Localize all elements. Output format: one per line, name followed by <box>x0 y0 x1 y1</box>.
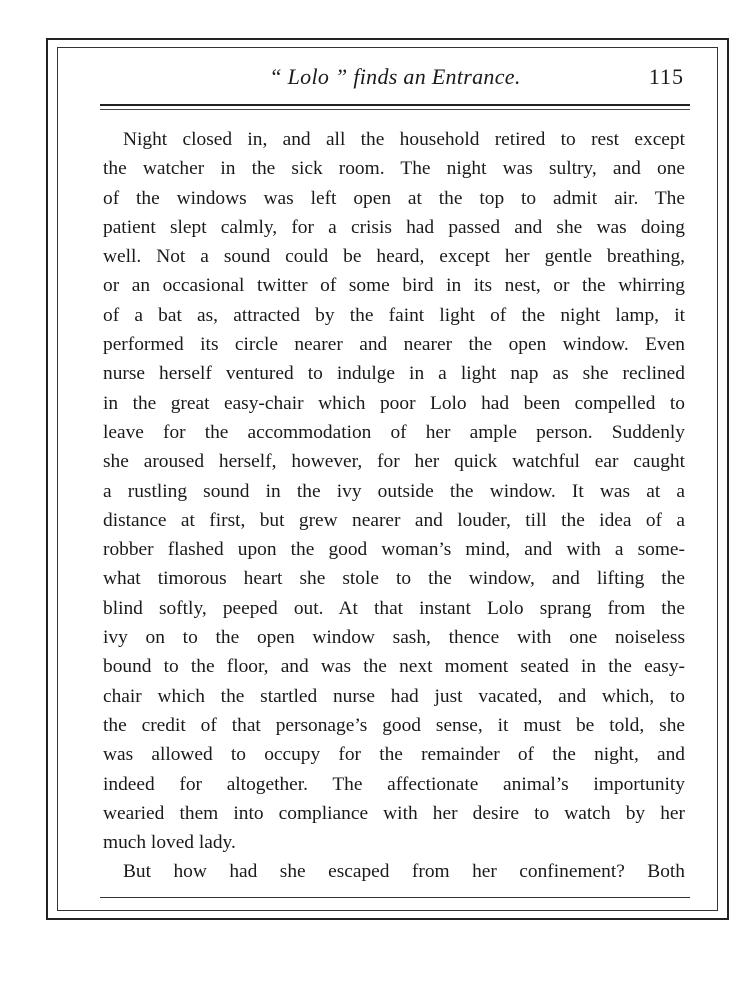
text-line: in the great easy-chair which poor Lolo had been compelled to <box>103 392 685 414</box>
text-line: she aroused herself, however, for her quick watchful ear caught <box>103 451 685 473</box>
text-line: the watcher in the sick room. The night was sultry, and one <box>103 158 685 180</box>
text-line: patient slept calmly, for a crisis had passed and she was doing <box>103 216 685 238</box>
text-line: the credit of that personage’s good sense, it must be told, she <box>103 714 685 736</box>
footer-rule <box>100 897 690 898</box>
running-title: “ Lolo ” finds an Entrance. <box>269 64 521 89</box>
text-line: much loved lady. <box>103 832 236 854</box>
body-text <box>103 125 685 887</box>
text-line: But how had she escaped from her confinement? Both <box>123 861 685 883</box>
text-line: ivy on to the open window sash, thence with one noiseless <box>103 627 685 649</box>
text-line: leave for the accommodation of her ample person. Suddenly <box>103 421 685 443</box>
text-line: distance at first, but grew nearer and louder, till the idea of a <box>103 509 685 531</box>
text-line: a rustling sound in the ivy outside the window. It was at a <box>103 480 685 502</box>
header-rule-thin <box>100 109 690 110</box>
text-line: robber flashed upon the good woman’s mind, and with a some- <box>103 539 685 561</box>
page-number: 115 <box>648 64 684 89</box>
text-line: Night closed in, and all the household retired to rest except <box>123 129 685 150</box>
text-line: bound to the floor, and was the next moment seated in the easy- <box>103 656 685 678</box>
text-line: of a bat as, attracted by the faint light of the night lamp, it <box>103 304 685 326</box>
text-line: of the windows was left open at the top to admit air. The <box>103 187 685 209</box>
text-line: wearied them into compliance with her desire to watch by her <box>103 802 685 824</box>
page-header <box>100 60 690 96</box>
text-line: was allowed to occupy for the remainder of the night, and <box>103 744 685 766</box>
text-line: indeed for altogether. The affectionate animal’s importunity <box>103 773 685 795</box>
text-line: or an occasional twitter of some bird in its nest, or the whirring <box>103 275 685 297</box>
text-line: well. Not a sound could be heard, except her gentle breathing, <box>103 246 685 268</box>
text-line: nurse herself ventured to indulge in a light nap as she reclined <box>103 363 685 385</box>
text-line: chair which the startled nurse had just vacated, and which, to <box>103 685 685 707</box>
text-line: what timorous heart she stole to the window, and lifting the <box>103 568 685 590</box>
header-rule-thick <box>100 104 690 106</box>
text-line: performed its circle nearer and nearer the open window. Even <box>103 334 685 356</box>
text-line: blind softly, peeped out. At that instant Lolo sprang from the <box>103 597 685 619</box>
